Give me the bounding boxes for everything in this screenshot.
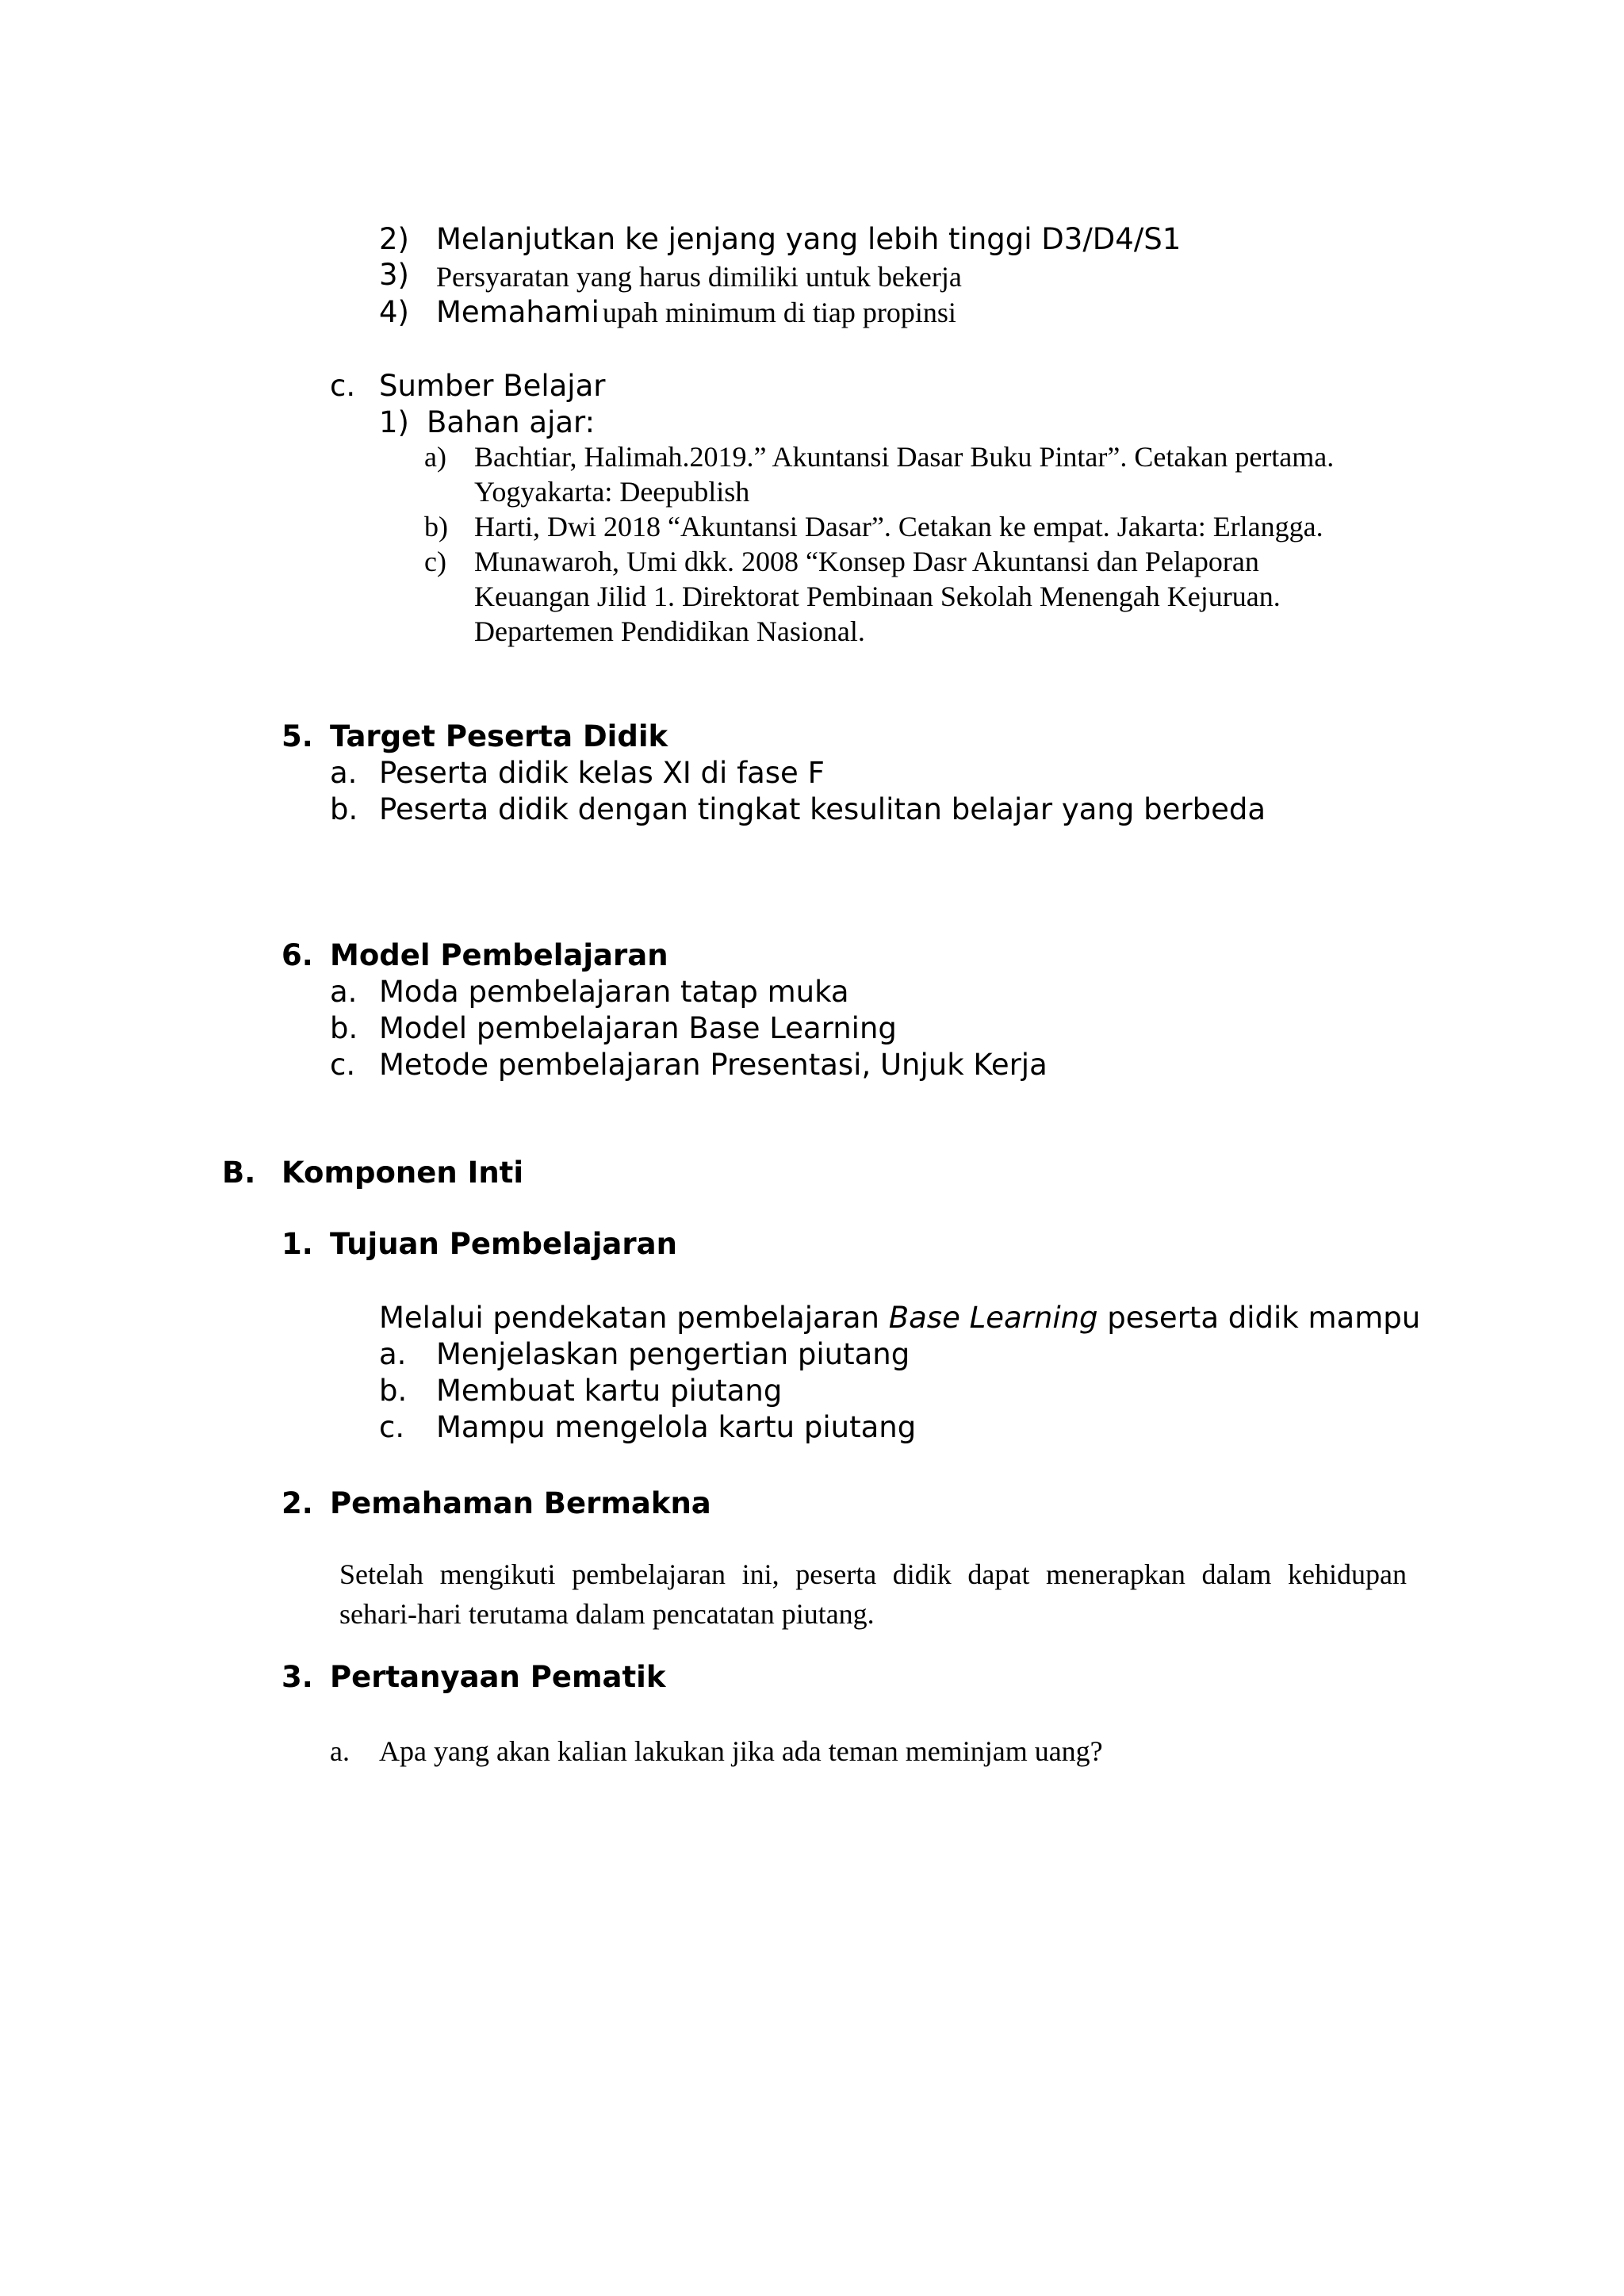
list-item-text: Model pembelajaran Base Learning: [379, 1011, 897, 1045]
section-number: 6.: [282, 938, 313, 972]
reference-letter: a): [424, 441, 446, 473]
part-letter: B.: [222, 1156, 256, 1190]
list-item-text: Persyaratan yang harus dimiliki untuk bekerja: [436, 261, 962, 293]
list-item-text: [436, 297, 956, 327]
list-number: 4): [379, 295, 409, 329]
list-number: 3): [379, 258, 409, 292]
section-number: 3.: [282, 1660, 313, 1694]
reference-text: Harti, Dwi 2018 “Akuntansi Dasar”. Cetakan ke empat. Jakarta: Erlangga.: [474, 511, 1323, 542]
list-item-text: Peserta didik dengan tingkat kesulitan belajar yang berbeda: [379, 792, 1266, 826]
list-letter: c.: [379, 1410, 405, 1444]
list-letter: a.: [330, 1735, 350, 1767]
intro-text-start: Melalui pendekatan pembelajaran: [379, 1301, 889, 1335]
section-heading: Model Pembelajaran: [330, 938, 668, 972]
intro-text-end: peserta didik mampu: [1097, 1301, 1421, 1335]
section-heading: Tujuan Pembelajaran: [330, 1227, 677, 1261]
list-item-text: Peserta didik kelas XI di fase F: [379, 756, 825, 790]
list-item-text: Melanjutkan ke jenjang yang lebih tinggi D3/D4/S1: [436, 222, 1182, 256]
part-heading: Komponen Inti: [282, 1156, 524, 1190]
section-letter: c.: [330, 369, 356, 403]
reference-text: Departemen Pendidikan Nasional.: [474, 615, 865, 647]
reference-text: Keuangan Jilid 1. Direktorat Pembinaan Sekolah Menengah Kejuruan.: [474, 581, 1281, 612]
section-title: Sumber Belajar: [379, 369, 606, 403]
list-item-text-sans: Memahami: [436, 295, 599, 329]
list-letter: a.: [330, 756, 358, 790]
list-item-text: Menjelaskan pengertian piutang: [436, 1337, 910, 1371]
section-number: 2.: [282, 1486, 313, 1520]
section-heading: Target Peserta Didik: [330, 719, 668, 753]
list-item-text: Moda pembelajaran tatap muka: [379, 975, 849, 1009]
list-letter: a.: [330, 975, 358, 1009]
list-letter: b.: [330, 1011, 358, 1045]
list-item-text: Metode pembelajaran Presentasi, Unjuk Kerja: [379, 1048, 1048, 1082]
list-item: [379, 224, 409, 254]
reference-text: Yogyakarta: Deepublish: [474, 476, 750, 508]
subsection-label: Bahan ajar:: [427, 405, 596, 439]
section-heading: Pertanyaan Pematik: [330, 1660, 666, 1694]
intro-text-italic: Base Learning: [888, 1301, 1098, 1335]
list-item-text: Mampu mengelola kartu piutang: [436, 1410, 917, 1444]
reference-letter: b): [424, 511, 448, 542]
section-number: 1.: [282, 1227, 313, 1261]
list-number: 1): [379, 405, 409, 439]
list-letter: b.: [330, 792, 358, 826]
reference-letter: c): [424, 546, 446, 577]
list-number: 2): [379, 222, 409, 256]
section-number: 5.: [282, 719, 313, 753]
list-letter: a.: [379, 1337, 407, 1371]
reference-text: Bachtiar, Halimah.2019.” Akuntansi Dasar Buku Pintar”. Cetakan pertama.: [474, 441, 1335, 473]
intro-text: [379, 1301, 1421, 1335]
list-letter: b.: [379, 1374, 408, 1408]
reference-text: Munawaroh, Umi dkk. 2008 “Konsep Dasr Akuntansi dan Pelaporan: [474, 546, 1259, 577]
paragraph-text: Setelah mengikuti pembelajaran ini, peserta didik dapat menerapkan dalam kehidupan sehari-hari terutama dalam pencatatan piutang.: [339, 1558, 1407, 1630]
list-item-text: Membuat kartu piutang: [436, 1374, 783, 1408]
list-letter: c.: [330, 1048, 356, 1082]
list-item-text: Apa yang akan kalian lakukan jika ada teman meminjam uang?: [379, 1735, 1103, 1767]
section-heading: Pemahaman Bermakna: [330, 1486, 711, 1520]
list-item-text-serif: upah minimum di tiap propinsi: [602, 297, 956, 328]
